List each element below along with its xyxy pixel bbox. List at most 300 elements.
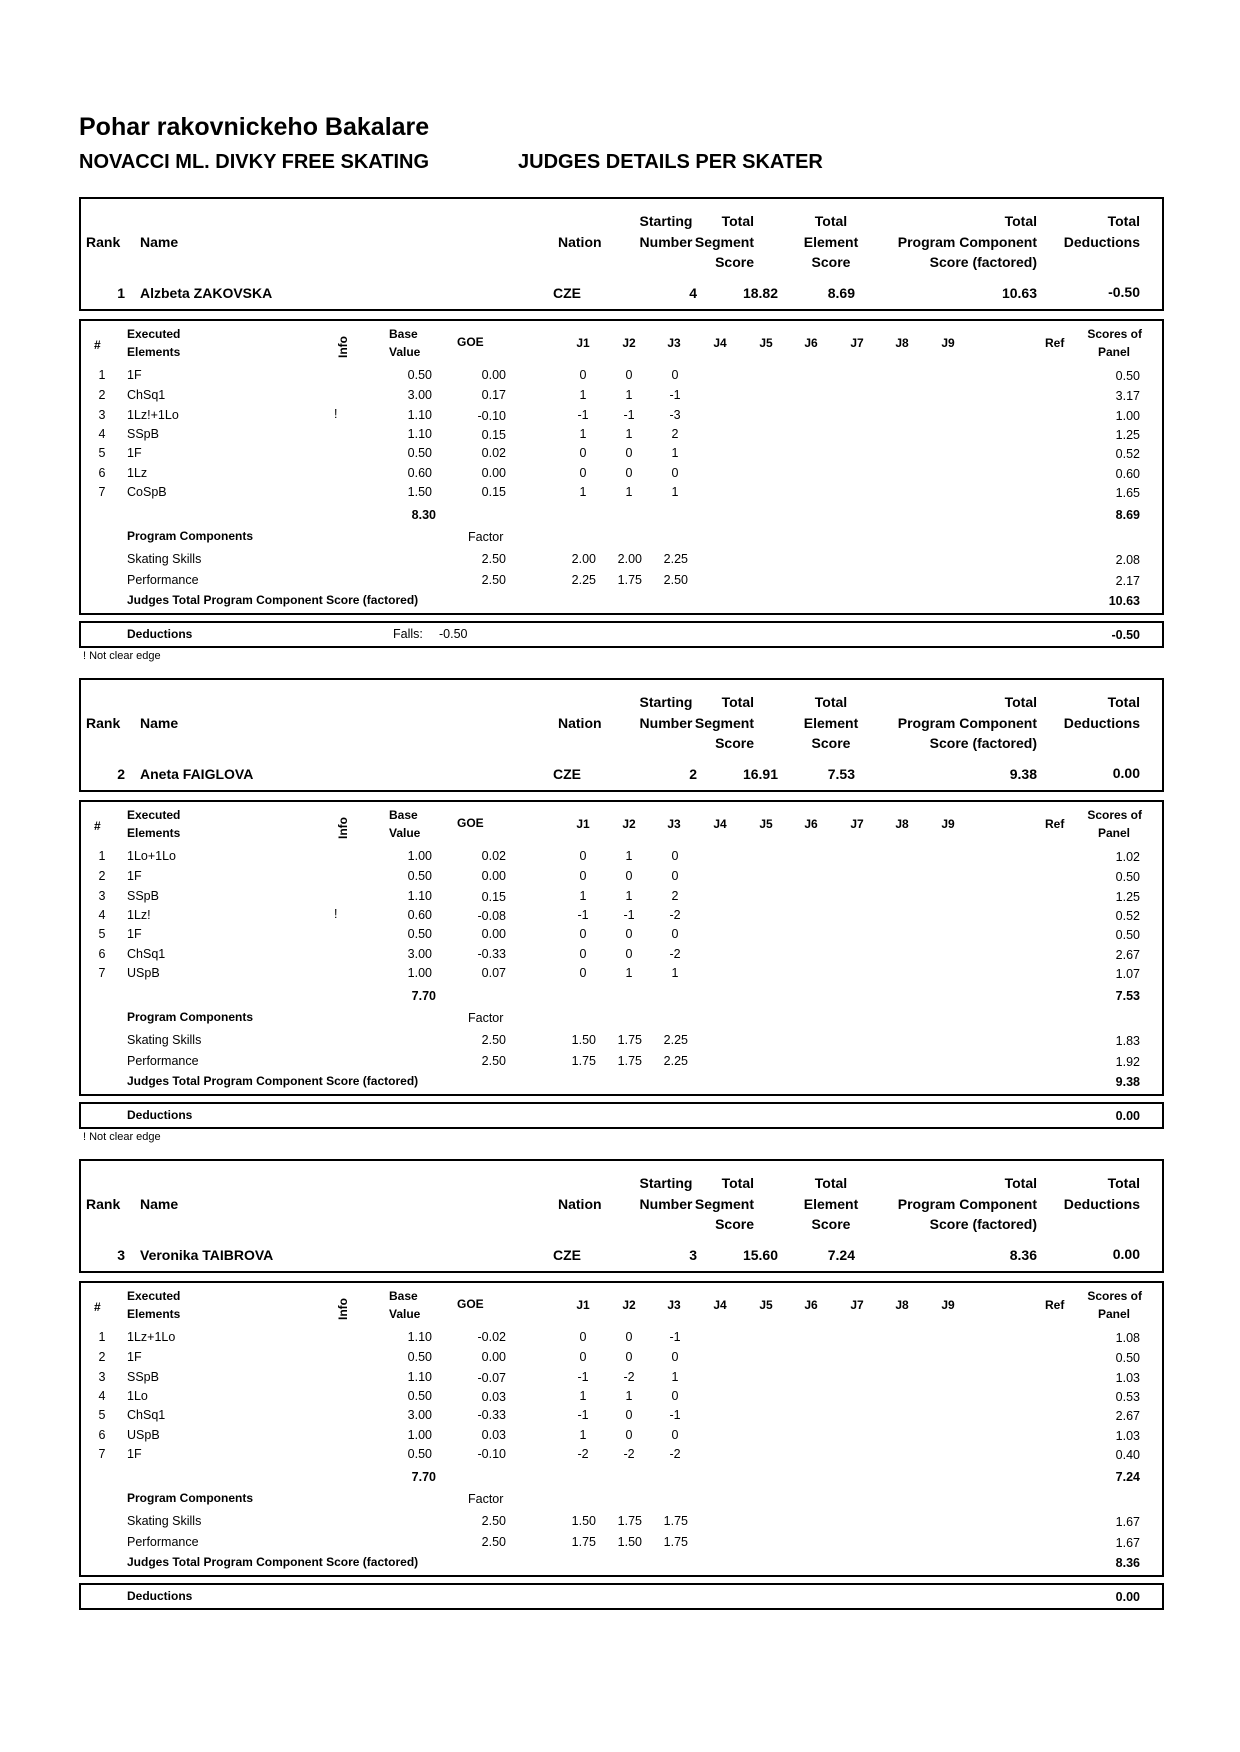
header-element-3: Score xyxy=(811,254,851,270)
header-element-3: Score xyxy=(811,735,851,751)
header-judge-7: J7 xyxy=(850,817,864,831)
deductions-label: Deductions xyxy=(127,1589,193,1603)
element-judge-2: -1 xyxy=(623,408,635,422)
element-judge-3: 0 xyxy=(671,368,679,382)
element-code: 1F xyxy=(127,368,142,382)
skater-element-score: 7.53 xyxy=(827,766,855,782)
header-ref: Ref xyxy=(1045,1298,1065,1312)
component-judge-2: 1.75 xyxy=(617,1514,642,1528)
skater-program-score: 9.38 xyxy=(1009,766,1037,782)
element-panel-score: 0.50 xyxy=(1115,369,1140,383)
element-judge-3: -1 xyxy=(669,1408,681,1422)
component-name: Skating Skills xyxy=(127,552,202,566)
header-num: # xyxy=(94,1300,101,1314)
element-judge-2: 0 xyxy=(625,368,633,382)
element-number: 1 xyxy=(98,368,106,382)
element-judge-3: 2 xyxy=(671,427,679,441)
element-judge-2: -1 xyxy=(623,908,635,922)
component-factor: 2.50 xyxy=(481,1514,506,1528)
element-number: 2 xyxy=(98,1350,106,1364)
header-judge-9: J9 xyxy=(941,817,955,831)
component-panel-score: 1.67 xyxy=(1115,1515,1140,1529)
element-code: 1Lo xyxy=(127,1389,148,1403)
header-program-3: Score (factored) xyxy=(929,1216,1037,1232)
element-judge-3: -2 xyxy=(669,947,681,961)
header-info: Info xyxy=(336,817,350,839)
header-number: Number xyxy=(639,715,693,731)
header-base-1: Base xyxy=(389,1289,418,1303)
element-judge-3: 0 xyxy=(671,1389,679,1403)
element-judge-1: 0 xyxy=(579,849,587,863)
skater-nation: CZE xyxy=(553,766,581,782)
element-panel-score: 1.00 xyxy=(1115,409,1140,423)
header-name: Name xyxy=(140,234,179,250)
header-judge-2: J2 xyxy=(622,817,636,831)
header-judge-3: J3 xyxy=(667,817,681,831)
element-code: SSpB xyxy=(127,427,159,441)
element-goe: -0.33 xyxy=(477,1408,506,1422)
component-judge-3: 2.25 xyxy=(663,1054,688,1068)
element-code: USpB xyxy=(127,1428,160,1442)
header-element-1: Total xyxy=(814,213,848,229)
element-panel-score: 0.50 xyxy=(1115,1351,1140,1365)
header-nation: Nation xyxy=(558,715,602,731)
header-number: Number xyxy=(639,1196,693,1212)
element-panel-score: 1.25 xyxy=(1115,890,1140,904)
element-panel-score: 1.03 xyxy=(1115,1371,1140,1385)
header-deductions-2: Deductions xyxy=(1063,715,1140,731)
element-goe: 0.00 xyxy=(481,927,506,941)
element-judge-1: 1 xyxy=(579,1428,587,1442)
element-judge-1: 1 xyxy=(579,388,587,402)
header-num: # xyxy=(94,819,101,833)
element-judge-2: 0 xyxy=(625,927,633,941)
header-executed-2: Elements xyxy=(127,345,181,359)
element-code: 1Lz+1Lo xyxy=(127,1330,176,1344)
element-panel-score: 0.50 xyxy=(1115,928,1140,942)
component-panel-score: 2.08 xyxy=(1115,553,1140,567)
header-panel-1: Scores of xyxy=(1087,1289,1142,1303)
header-judge-1: J1 xyxy=(576,1298,590,1312)
element-judge-3: 1 xyxy=(671,446,679,460)
skater-segment-score: 18.82 xyxy=(742,285,778,301)
component-factor: 2.50 xyxy=(481,1535,506,1549)
element-code: ChSq1 xyxy=(127,388,166,402)
element-base-value: 1.10 xyxy=(407,1330,432,1344)
deductions-total: 0.00 xyxy=(1115,1590,1140,1604)
element-judge-2: -2 xyxy=(623,1370,635,1384)
factor-label: Factor xyxy=(468,1492,504,1506)
header-nation: Nation xyxy=(558,234,602,250)
header-program-3: Score (factored) xyxy=(929,254,1037,270)
header-panel-2: Panel xyxy=(1097,345,1130,359)
element-goe: 0.03 xyxy=(481,1390,506,1404)
element-base-value: 3.00 xyxy=(407,947,432,961)
element-judge-3: -3 xyxy=(669,408,681,422)
header-judge-5: J5 xyxy=(759,1298,773,1312)
header-name: Name xyxy=(140,715,179,731)
header-base-2: Value xyxy=(389,1307,421,1321)
element-code: SSpB xyxy=(127,889,159,903)
header-judge-4: J4 xyxy=(713,1298,727,1312)
header-judge-8: J8 xyxy=(895,817,909,831)
header-panel-1: Scores of xyxy=(1087,327,1142,341)
element-goe: 0.02 xyxy=(481,446,506,460)
element-number: 7 xyxy=(98,1447,106,1461)
program-components-label: Program Components xyxy=(127,1491,254,1505)
header-rank: Rank xyxy=(86,1196,121,1212)
element-panel-score: 1.08 xyxy=(1115,1331,1140,1345)
element-panel-score: 3.17 xyxy=(1115,389,1140,403)
element-judge-1: 0 xyxy=(579,1330,587,1344)
header-judge-4: J4 xyxy=(713,336,727,350)
element-goe: 0.00 xyxy=(481,368,506,382)
element-code: ChSq1 xyxy=(127,947,166,961)
header-judge-5: J5 xyxy=(759,336,773,350)
header-starting: Starting xyxy=(639,1175,693,1191)
base-value-total: 8.30 xyxy=(411,508,436,522)
element-number: 5 xyxy=(98,927,106,941)
footnote-not-clear-edge: ! Not clear edge xyxy=(83,1131,161,1143)
element-code: CoSpB xyxy=(127,485,167,499)
skater-starting-number: 3 xyxy=(689,1247,697,1263)
header-number: Number xyxy=(639,234,693,250)
header-judge-6: J6 xyxy=(804,817,818,831)
element-base-value: 0.50 xyxy=(407,869,432,883)
element-goe: 0.03 xyxy=(481,1428,506,1442)
element-goe: 0.15 xyxy=(481,428,506,442)
element-judge-1: 0 xyxy=(579,966,587,980)
element-code: 1Lz xyxy=(127,466,148,480)
header-deductions-1: Total xyxy=(1107,694,1140,710)
components-score-total: 10.63 xyxy=(1108,594,1140,608)
skater-total-deductions: 0.00 xyxy=(1112,765,1140,781)
header-rank: Rank xyxy=(86,715,121,731)
component-name: Performance xyxy=(127,573,199,587)
header-program-2: Program Component xyxy=(897,234,1037,250)
element-panel-score: 0.52 xyxy=(1115,909,1140,923)
falls-label: Falls: xyxy=(393,627,423,641)
header-judge-7: J7 xyxy=(850,336,864,350)
skater-element-score: 7.24 xyxy=(827,1247,855,1263)
deductions-total: 0.00 xyxy=(1115,1109,1140,1123)
element-judge-2: 1 xyxy=(625,966,633,980)
header-judge-2: J2 xyxy=(622,1298,636,1312)
skater-name: Aneta FAIGLOVA xyxy=(140,766,254,782)
element-judge-2: 1 xyxy=(625,849,633,863)
element-code: 1F xyxy=(127,869,142,883)
element-judge-3: 1 xyxy=(671,1370,679,1384)
element-code: 1F xyxy=(127,1350,142,1364)
element-number: 1 xyxy=(98,1330,106,1344)
element-goe: 0.15 xyxy=(481,890,506,904)
header-judge-9: J9 xyxy=(941,336,955,350)
component-judge-1: 2.00 xyxy=(571,552,596,566)
skater-nation: CZE xyxy=(553,1247,581,1263)
header-deductions-2: Deductions xyxy=(1063,1196,1140,1212)
header-segment-3: Score xyxy=(715,254,754,270)
header-executed-2: Elements xyxy=(127,826,181,840)
element-judge-3: -1 xyxy=(669,388,681,402)
element-base-value: 3.00 xyxy=(407,388,432,402)
skater-segment-score: 16.91 xyxy=(742,766,778,782)
header-goe: GOE xyxy=(457,1297,484,1311)
component-name: Skating Skills xyxy=(127,1033,202,1047)
report-title: JUDGES DETAILS PER SKATER xyxy=(518,151,823,173)
component-judge-2: 2.00 xyxy=(617,552,642,566)
component-name: Skating Skills xyxy=(127,1514,202,1528)
deductions-total: -0.50 xyxy=(1111,628,1140,642)
deductions-box xyxy=(79,621,1164,648)
element-judge-2: -2 xyxy=(623,1447,635,1461)
element-code: 1F xyxy=(127,446,142,460)
element-panel-score: 1.25 xyxy=(1115,428,1140,442)
element-goe: 0.00 xyxy=(481,1350,506,1364)
element-number: 6 xyxy=(98,1428,106,1442)
header-executed-1: Executed xyxy=(127,1289,181,1303)
element-base-value: 0.50 xyxy=(407,1389,432,1403)
header-name: Name xyxy=(140,1196,179,1212)
element-base-value: 0.50 xyxy=(407,1447,432,1461)
element-code: 1F xyxy=(127,927,142,941)
deductions-label: Deductions xyxy=(127,627,193,641)
component-judge-3: 2.25 xyxy=(663,1033,688,1047)
header-judge-9: J9 xyxy=(941,1298,955,1312)
element-judge-3: 2 xyxy=(671,889,679,903)
header-ref: Ref xyxy=(1045,336,1065,350)
skater-name: Veronika TAIBROVA xyxy=(140,1247,274,1263)
element-judge-1: -2 xyxy=(577,1447,589,1461)
element-base-value: 1.00 xyxy=(407,1428,432,1442)
header-element-2: Element xyxy=(803,1196,859,1212)
header-element-1: Total xyxy=(814,1175,848,1191)
header-element-1: Total xyxy=(814,694,848,710)
element-base-value: 1.50 xyxy=(407,485,432,499)
header-starting: Starting xyxy=(639,694,693,710)
components-score-total: 9.38 xyxy=(1115,1075,1140,1089)
element-panel-score: 1.02 xyxy=(1115,850,1140,864)
element-base-value: 0.50 xyxy=(407,927,432,941)
element-judge-2: 1 xyxy=(625,427,633,441)
element-base-value: 1.10 xyxy=(407,427,432,441)
header-element-3: Score xyxy=(811,1216,851,1232)
element-panel-score: 1.07 xyxy=(1115,967,1140,981)
element-judge-1: -1 xyxy=(577,908,589,922)
header-judge-3: J3 xyxy=(667,1298,681,1312)
component-judge-3: 2.25 xyxy=(663,552,688,566)
element-goe: -0.07 xyxy=(477,1371,506,1385)
element-base-value: 0.50 xyxy=(407,446,432,460)
elements-score-total: 7.53 xyxy=(1115,989,1140,1003)
header-program-2: Program Component xyxy=(897,1196,1037,1212)
element-number: 7 xyxy=(98,966,106,980)
element-goe: 0.07 xyxy=(481,966,506,980)
header-executed-1: Executed xyxy=(127,808,181,822)
header-goe: GOE xyxy=(457,816,484,830)
element-panel-score: 1.65 xyxy=(1115,486,1140,500)
event-title: Pohar rakovnickeho Bakalare xyxy=(79,113,430,141)
component-factor: 2.50 xyxy=(481,1033,506,1047)
element-judge-2: 0 xyxy=(625,466,633,480)
element-goe: 0.00 xyxy=(481,466,506,480)
component-panel-score: 1.92 xyxy=(1115,1055,1140,1069)
base-value-total: 7.70 xyxy=(411,1470,436,1484)
falls-value: -0.50 xyxy=(439,627,468,641)
element-judge-3: 0 xyxy=(671,849,679,863)
element-info: ! xyxy=(334,407,338,421)
header-segment-3: Score xyxy=(715,1216,754,1232)
element-number: 6 xyxy=(98,947,106,961)
element-goe: 0.17 xyxy=(481,388,506,402)
element-judge-1: 1 xyxy=(579,889,587,903)
element-number: 2 xyxy=(98,388,106,402)
component-panel-score: 1.83 xyxy=(1115,1034,1140,1048)
element-goe: -0.02 xyxy=(477,1330,506,1344)
element-judge-1: 0 xyxy=(579,368,587,382)
skater-total-deductions: -0.50 xyxy=(1108,284,1140,300)
header-executed-1: Executed xyxy=(127,327,181,341)
base-value-total: 7.70 xyxy=(411,989,436,1003)
element-panel-score: 2.67 xyxy=(1115,948,1140,962)
header-ref: Ref xyxy=(1045,817,1065,831)
component-judge-2: 1.75 xyxy=(617,1033,642,1047)
element-judge-2: 1 xyxy=(625,1389,633,1403)
element-base-value: 3.00 xyxy=(407,1408,432,1422)
element-judge-1: 1 xyxy=(579,1389,587,1403)
skater-total-deductions: 0.00 xyxy=(1112,1246,1140,1262)
element-judge-1: -1 xyxy=(577,408,589,422)
component-panel-score: 2.17 xyxy=(1115,574,1140,588)
element-code: 1Lo+1Lo xyxy=(127,849,177,863)
element-number: 4 xyxy=(98,1389,106,1403)
component-factor: 2.50 xyxy=(481,1054,506,1068)
element-judge-2: 0 xyxy=(625,947,633,961)
element-info: ! xyxy=(334,907,338,921)
skater-rank: 2 xyxy=(117,766,125,782)
header-goe: GOE xyxy=(457,335,484,349)
header-rank: Rank xyxy=(86,234,121,250)
element-base-value: 1.00 xyxy=(407,849,432,863)
element-judge-3: 0 xyxy=(671,466,679,480)
element-number: 5 xyxy=(98,446,106,460)
header-element-2: Element xyxy=(803,715,859,731)
element-panel-score: 0.50 xyxy=(1115,870,1140,884)
header-judge-2: J2 xyxy=(622,336,636,350)
judges-total-label: Judges Total Program Component Score (factored) xyxy=(127,1555,419,1569)
element-judge-3: 1 xyxy=(671,966,679,980)
header-judge-1: J1 xyxy=(576,336,590,350)
header-segment-3: Score xyxy=(715,735,754,751)
element-base-value: 0.60 xyxy=(407,466,432,480)
header-judge-3: J3 xyxy=(667,336,681,350)
program-components-label: Program Components xyxy=(127,1010,254,1024)
element-panel-score: 0.52 xyxy=(1115,447,1140,461)
element-code: ChSq1 xyxy=(127,1408,166,1422)
category-title: NOVACCI ML. DIVKY FREE SKATING xyxy=(79,151,430,173)
element-judge-1: 0 xyxy=(579,1350,587,1364)
element-judge-1: 0 xyxy=(579,466,587,480)
skater-segment-score: 15.60 xyxy=(742,1247,778,1263)
element-code: 1Lz! xyxy=(127,908,151,922)
element-number: 2 xyxy=(98,869,106,883)
header-judge-7: J7 xyxy=(850,1298,864,1312)
element-judge-1: 0 xyxy=(579,927,587,941)
component-judge-3: 1.75 xyxy=(663,1514,688,1528)
factor-label: Factor xyxy=(468,530,504,544)
element-base-value: 1.00 xyxy=(407,966,432,980)
deductions-box xyxy=(79,1102,1164,1129)
component-name: Performance xyxy=(127,1054,199,1068)
element-judge-3: -2 xyxy=(669,1447,681,1461)
header-nation: Nation xyxy=(558,1196,602,1212)
judges-total-label: Judges Total Program Component Score (factored) xyxy=(127,1074,419,1088)
header-element-2: Element xyxy=(803,234,859,250)
element-goe: 0.15 xyxy=(481,485,506,499)
judges-total-label: Judges Total Program Component Score (factored) xyxy=(127,593,419,607)
component-judge-2: 1.75 xyxy=(617,573,642,587)
header-base-2: Value xyxy=(389,826,421,840)
header-segment-2: Segment xyxy=(694,234,754,250)
element-number: 5 xyxy=(98,1408,106,1422)
element-judge-2: 0 xyxy=(625,1408,633,1422)
footnote-not-clear-edge: ! Not clear edge xyxy=(83,650,161,662)
header-base-1: Base xyxy=(389,808,418,822)
element-code: SSpB xyxy=(127,1370,159,1384)
element-judge-2: 1 xyxy=(625,388,633,402)
header-deductions-2: Deductions xyxy=(1063,234,1140,250)
header-panel-2: Panel xyxy=(1097,1307,1130,1321)
header-segment-1: Total xyxy=(721,1175,754,1191)
element-judge-1: 1 xyxy=(579,427,587,441)
element-judge-1: 0 xyxy=(579,947,587,961)
component-factor: 2.50 xyxy=(481,552,506,566)
element-judge-2: 0 xyxy=(625,869,633,883)
skater-program-score: 8.36 xyxy=(1009,1247,1037,1263)
element-base-value: 0.50 xyxy=(407,1350,432,1364)
element-panel-score: 0.53 xyxy=(1115,1390,1140,1404)
element-judge-2: 0 xyxy=(625,1330,633,1344)
skater-starting-number: 2 xyxy=(689,766,697,782)
element-judge-1: -1 xyxy=(577,1370,589,1384)
element-base-value: 1.10 xyxy=(407,408,432,422)
component-judge-1: 1.50 xyxy=(571,1033,596,1047)
component-panel-score: 1.67 xyxy=(1115,1536,1140,1550)
element-number: 3 xyxy=(98,1370,106,1384)
skater-starting-number: 4 xyxy=(689,285,697,301)
skater-element-score: 8.69 xyxy=(827,285,855,301)
element-base-value: 0.50 xyxy=(407,368,432,382)
header-judge-8: J8 xyxy=(895,336,909,350)
element-judge-3: -1 xyxy=(669,1330,681,1344)
deductions-label: Deductions xyxy=(127,1108,193,1122)
component-judge-2: 1.75 xyxy=(617,1054,642,1068)
header-judge-6: J6 xyxy=(804,336,818,350)
element-judge-3: 0 xyxy=(671,927,679,941)
element-judge-2: 1 xyxy=(625,889,633,903)
header-segment-2: Segment xyxy=(694,1196,754,1212)
header-starting: Starting xyxy=(639,213,693,229)
header-judge-6: J6 xyxy=(804,1298,818,1312)
header-program-2: Program Component xyxy=(897,715,1037,731)
element-number: 4 xyxy=(98,908,106,922)
element-code: 1F xyxy=(127,1447,142,1461)
element-panel-score: 1.03 xyxy=(1115,1429,1140,1443)
header-judge-4: J4 xyxy=(713,817,727,831)
element-panel-score: 0.40 xyxy=(1115,1448,1140,1462)
element-judge-2: 1 xyxy=(625,485,633,499)
element-judge-3: -2 xyxy=(669,908,681,922)
skater-name: Alzbeta ZAKOVSKA xyxy=(140,285,273,301)
